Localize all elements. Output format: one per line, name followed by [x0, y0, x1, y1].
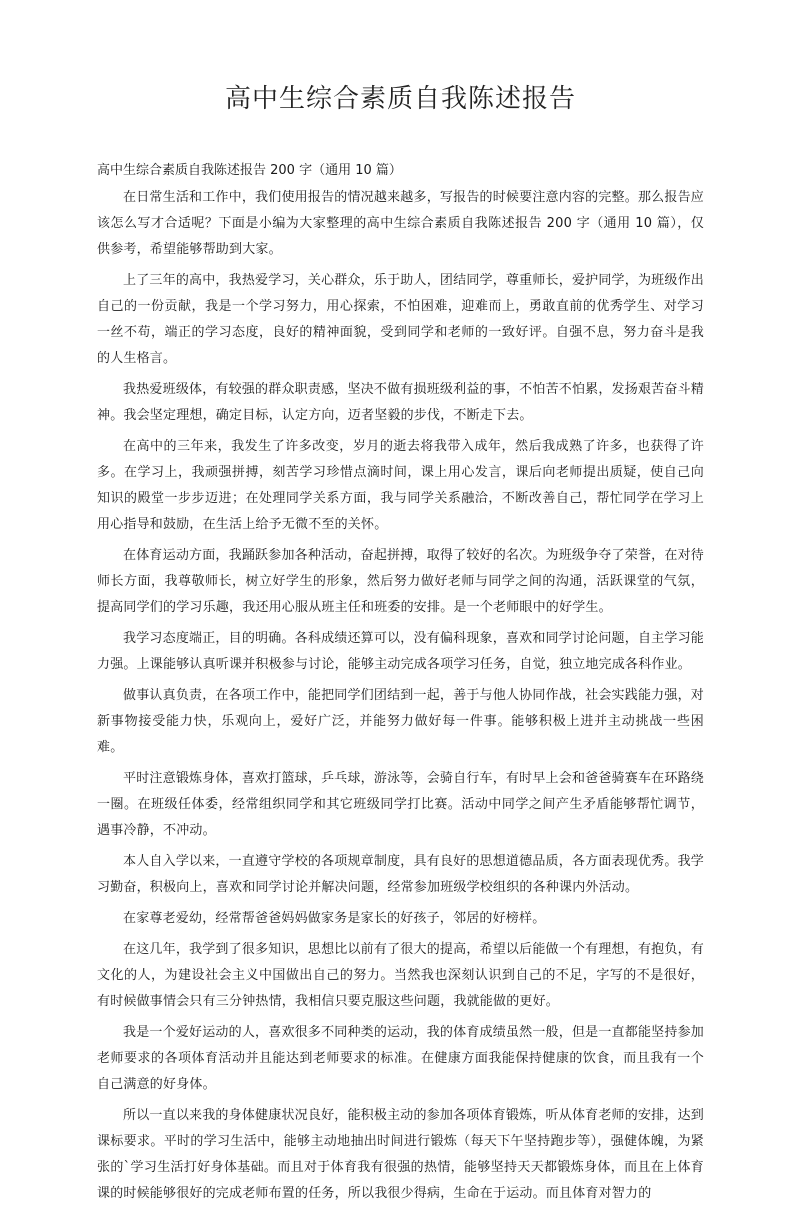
document-body: [97, 185, 704, 1207]
document-subtitle: 高中生综合素质自我陈述报告 200 字（通用 10 篇）: [97, 163, 402, 178]
paragraph: 在高中的三年来，我发生了许多改变，岁月的逝去将我带入成年，然后我成熟了许多，也获得了许多。在学习上，我顽强拼搏，刻苦学习珍惜点滴时间，课上用心发言，课后向老师提出质疑，使自己向知识的殿堂一步步迈进；在处理同学关系方面，我与同学关系融洽，不断改善自己，帮忙同学在学习上用心指导和鼓励，在生活上给予无微不至的关怀。: [97, 439, 704, 532]
paragraph: 我学习态度端正，目的明确。各科成绩还算可以，没有偏科现象，喜欢和同学讨论问题，自主学习能力强。上课能够认真听课并积极参与讨论，能够主动完成各项学习任务，自觉，独立地完成各科作业。: [97, 631, 704, 672]
paragraph: 做事认真负责，在各项工作中，能把同学们团结到一起，善于与他人协同作战，社会实践能力强，对新事物接受能力快，乐观向上，爱好广泛，并能努力做好每一件事。能够积极上进并主动挑战一些困难。: [97, 688, 704, 755]
paragraph: 在日常生活和工作中，我们使用报告的情况越来越多，写报告的时候要注意内容的完整。那么报告应该怎么写才合适呢？下面是小编为大家整理的高中生综合素质自我陈述报告 200 字（通用 10 篇），仅供参考，希望能够帮助到大家。: [97, 190, 704, 257]
paragraph: 平时注意锻炼身体，喜欢打篮球，乒乓球，游泳等，会骑自行车，有时早上会和爸爸骑赛车在环路绕一圈。在班级任体委，经常组织同学和其它班级同学打比赛。活动中同学之间产生矛盾能够帮忙调节，遇事冷静，不冲动。: [97, 771, 704, 838]
paragraph: 在体育运动方面，我踊跃参加各种活动，奋起拼搏，取得了较好的名次。为班级争夺了荣誉，在对待师长方面，我尊敬师长，树立好学生的形象，然后努力做好老师与同学之间的沟通，活跃课堂的气氛，提高同学们的学习乐趣，我还用心服从班主任和班委的安排。是一个老师眼中的好学生。: [97, 548, 704, 615]
paragraph: 本人自入学以来，一直遵守学校的各项规章制度，具有良好的思想道德品质，各方面表现优秀。我学习勤奋，积极向上，喜欢和同学讨论并解决问题，经常参加班级学校组织的各种课内外活动。: [97, 854, 704, 895]
paragraph: 上了三年的高中，我热爱学习，关心群众，乐于助人，团结同学，尊重师长，爱护同学，为班级作出自己的一份贡献，我是一个学习努力，用心探索，不怕困难，迎难而上，勇敢直前的优秀学生、对学习一丝不苟，端正的学习态度，良好的精神面貌，受到同学和老师的一致好评。自强不息，努力奋斗是我的人生格言。: [97, 273, 704, 366]
paragraph: 所以一直以来我的身体健康状况良好，能积极主动的参加各项体育锻炼，听从体育老师的安排，达到课标要求。平时的学习生活中，能够主动地抽出时间进行锻炼（每天下午坚持跑步等），强健体魄，为紧张的`学习生活打好身体基础。而且对于体育我有很强的热情，能够坚持天天都锻炼身体，而且在上体育课的时候能够很好的完成老师布置的任务，所以我很少得病，生命在于运动。而且体育对智力的: [97, 1108, 704, 1201]
document-title: 高中生综合素质自我陈述报告: [224, 84, 576, 114]
paragraph: 在家尊老爱幼，经常帮爸爸妈妈做家务是家长的好孩子，邻居的好榜样。: [123, 911, 546, 926]
paragraph: 在这几年，我学到了很多知识，思想比以前有了很大的提高，希望以后能做一个有理想，有抱负，有文化的人，为建设社会主义中国做出自己的努力。当然我也深刻认识到自己的不足，字写的不是很好，有时候做事情会只有三分钟热情，我相信只要克服这些问题，我就能做的更好。: [97, 942, 704, 1009]
paragraph: 我热爱班级体，有较强的群众职责感，坚决不做有损班级利益的事，不怕苦不怕累，发扬艰苦奋斗精神。我会坚定理想，确定目标，认定方向，迈者坚毅的步伐，不断走下去。: [97, 382, 704, 423]
paragraph: 我是一个爱好运动的人，喜欢很多不同种类的运动，我的体育成绩虽然一般，但是一直都能坚持参加老师要求的各项体育活动并且能达到老师要求的标准。在健康方面我能保持健康的饮食，而且我有一个自己满意的好身体。: [97, 1025, 704, 1092]
